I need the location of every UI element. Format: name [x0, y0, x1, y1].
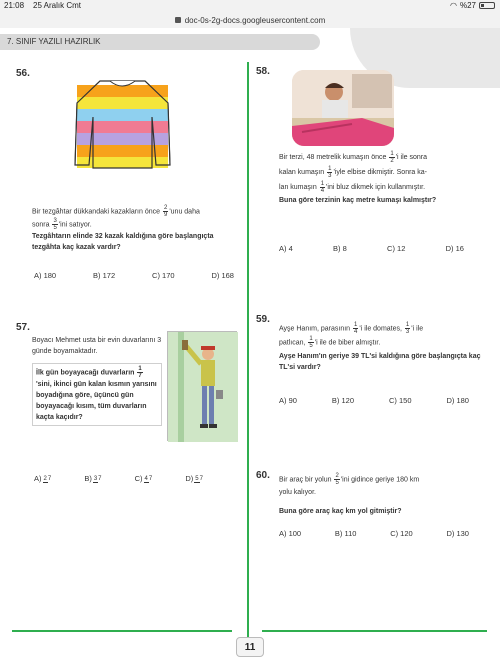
option-b[interactable]: B) 37 [84, 474, 102, 483]
question-58-prompt: Buna göre terzinin kaç metre kumaşı kalmıştır? [279, 197, 437, 204]
option-d[interactable]: D) 16 [445, 244, 464, 253]
option-c[interactable]: C) 170 [152, 271, 175, 280]
column-divider [247, 62, 249, 647]
battery-percent: %27 [459, 1, 476, 10]
question-59-number: 59. [256, 314, 270, 325]
option-c[interactable]: C) 47 [134, 474, 153, 483]
question-60-number: 60. [256, 470, 270, 481]
option-b[interactable]: B) 172 [93, 271, 116, 280]
status-date: 25 Aralık Cmt [33, 1, 82, 10]
fraction: $\frac{1}{7}$ [138, 366, 142, 379]
option-a[interactable]: A) 27 [34, 474, 52, 483]
option-a[interactable]: A) 180 [34, 271, 57, 280]
question-59-prompt: Ayşe Hanım'ın geriye 39 TL'si kaldığına göre başlangıçta kaç TL'si vardır? [279, 352, 481, 371]
option-b[interactable]: B) 120 [331, 396, 355, 405]
option-a[interactable]: A) 90 [279, 396, 297, 405]
question-57-text: Boyacı Mehmet usta bir evin duvarlarını 3 günde boyamaktadır. İlk gün boyayacağı duvarların $\frac{1}{7}$ 'sini, ikinci gün kalan kısmın yarısını boyadığına göre, üçüncü gün boyayacağı kısım, tüm duvarların kaçta kaçıdır? [32, 335, 162, 426]
question-56-options [34, 271, 234, 280]
option-d[interactable]: D) 130 [446, 529, 469, 538]
question-57-options [34, 474, 204, 483]
fraction: $\frac{1}{5}$ [309, 336, 313, 350]
option-a[interactable]: A) 100 [279, 529, 302, 538]
option-b[interactable]: B) 8 [333, 244, 347, 253]
option-b[interactable]: B) 110 [334, 529, 357, 538]
question-59-options [279, 396, 469, 405]
question-60-text: Bir araç bir yolun $\frac{2}{5}$ 'ini gidince geriye 180 km yolu kalıyor. Buna göre araç kaç km yol gitmiştir? [279, 473, 484, 518]
question-60-options [279, 529, 469, 538]
fraction: $\frac{3}{5}$ [53, 218, 57, 231]
question-59-text: Ayşe Hanım, parasının $\frac{1}{4}$ 'i ile domates, $\frac{1}{3}$ 'i ile patlıcan, $\frac{1}{5}$ 'i ile de biber almıştır. Ayşe Hanım'ın geriye 39 TL'si kaldığına göre başlangıçta kaç TL'si vardır? [279, 322, 484, 373]
question-56-prompt: Tezgâhtarın elinde 32 kazak kaldığına göre başlangıçta tezgâhta kaç kazak vardır? [32, 233, 214, 251]
status-bar [0, 0, 500, 12]
address-bar[interactable] [0, 12, 500, 28]
fraction: $\frac{2}{9}$ [163, 205, 168, 218]
question-60-prompt: Buna göre araç kaç km yol gitmiştir? [279, 508, 402, 516]
question-58-text: Bir terzi, 48 metrelik kumaşın önce $\frac{1}{2}$ 'i ile sonra kalan kumaşın $\frac{1}{3}$ 'iyle elbise dikmiştir. Sonra ka- lan kumaşın $\frac{1}{4}$ 'ini bluz dikmek için kullanmıştır. Buna göre terzinin kaç metre kumaşı kalmıştır? [279, 150, 477, 206]
fraction: $\frac{1}{4}$ [354, 322, 358, 335]
question-56-number: 56. [16, 68, 30, 79]
fraction: $\frac{2}{5}$ [335, 473, 339, 486]
question-57-intro: Boyacı Mehmet usta bir evin duvarlarını 3 günde boyamaktadır. [32, 337, 162, 355]
painter-image [167, 331, 237, 441]
question-57-number: 57. [16, 322, 30, 333]
option-a[interactable]: A) 4 [279, 244, 293, 253]
page-number: 11 [236, 637, 264, 657]
url-text: doc-0s-2g-docs.googleusercontent.com [184, 15, 326, 25]
option-c[interactable]: C) 150 [388, 396, 412, 405]
fraction: $\frac{1}{3}$ [328, 165, 332, 179]
footer-line-right [262, 630, 487, 632]
option-d[interactable]: D) 57 [185, 474, 203, 483]
question-58-number: 58. [256, 66, 270, 77]
battery-icon [479, 2, 495, 9]
page-header: 7. SINIF YAZILI HAZIRLIK [0, 34, 320, 50]
option-d[interactable]: D) 180 [446, 396, 469, 405]
footer-line-left [12, 630, 232, 632]
fraction: $\frac{1}{3}$ [405, 322, 410, 335]
status-time: 21:08 [4, 1, 25, 10]
sweater-image [70, 73, 175, 173]
tailor-image [292, 70, 394, 146]
question-58-options [279, 244, 464, 253]
document-page [0, 28, 500, 667]
fraction: $\frac{1}{4}$ [320, 180, 325, 194]
option-c[interactable]: C) 12 [387, 244, 406, 253]
lock-icon [175, 17, 181, 23]
wifi-icon: ◠ [450, 1, 457, 10]
option-d[interactable]: D) 168 [211, 271, 234, 280]
fraction: $\frac{1}{2}$ [390, 150, 394, 164]
question-56-text: Bir tezgâhtar dükkandaki kazakların önce $\frac{2}{9}$ 'unu daha sonra $\frac{3}{5}$ 'ini satıyor. Tezgâhtarın elinde 32 kazak kaldığına göre başlangıçta tezgâhta kaç kazak vardır? [32, 205, 242, 253]
option-c[interactable]: C) 120 [390, 529, 413, 538]
